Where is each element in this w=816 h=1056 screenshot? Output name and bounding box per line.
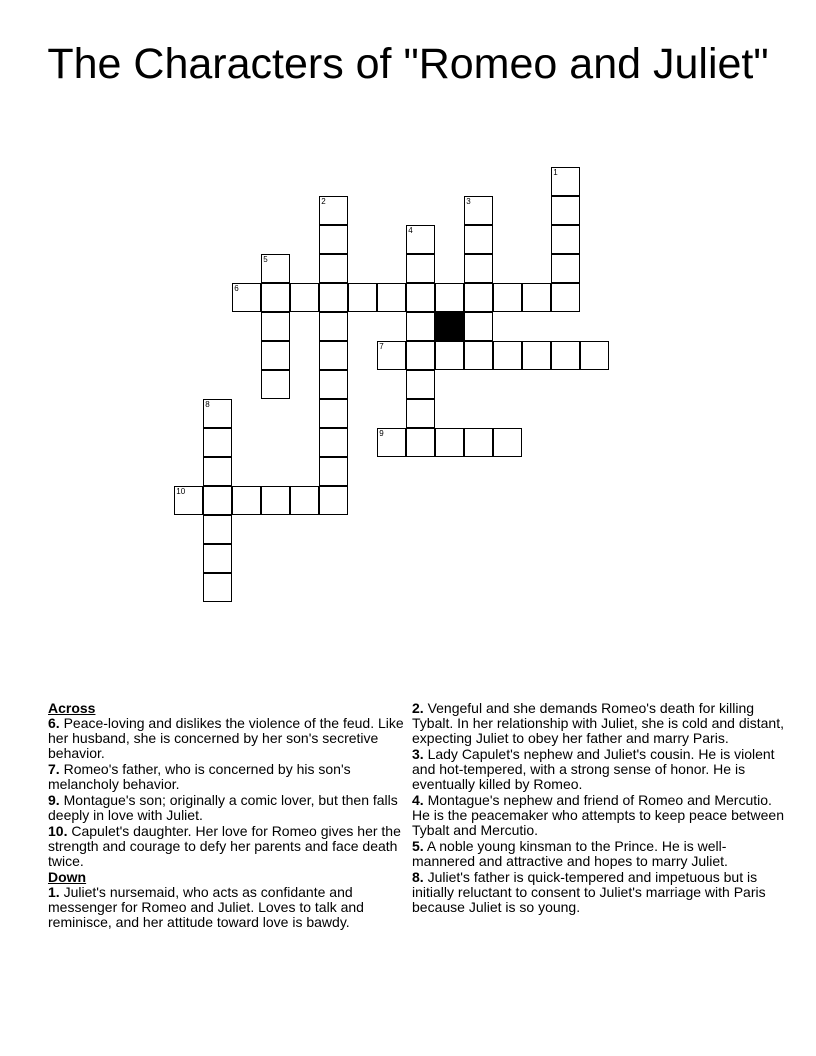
cell-number: 10 xyxy=(176,487,186,497)
cell-number: 4 xyxy=(408,226,413,236)
clue-down-2 xyxy=(412,701,787,746)
black-square xyxy=(435,312,464,341)
cell-number: 9 xyxy=(379,429,384,439)
clue-down-4 xyxy=(412,793,787,838)
grid-cell[interactable] xyxy=(551,341,580,370)
down-heading: Down xyxy=(48,869,87,885)
cell-number: 2 xyxy=(321,197,326,207)
grid-cell[interactable] xyxy=(522,283,551,312)
clue-text: Juliet's nursemaid, who acts as confidante and messenger for Romeo and Juliet. Loves to talk and reminisce, and her attitude toward love is bawdy. xyxy=(48,884,364,930)
clue-number: 4. xyxy=(412,792,424,808)
grid-cell[interactable] xyxy=(580,341,609,370)
clue-down-5 xyxy=(412,839,787,869)
clue-number: 6. xyxy=(48,715,60,731)
grid-cell[interactable] xyxy=(551,167,580,196)
clue-number: 1. xyxy=(48,884,60,900)
clue-across-10 xyxy=(48,824,406,869)
grid-cell[interactable] xyxy=(232,486,261,515)
grid-cell[interactable] xyxy=(493,341,522,370)
clues-left-column xyxy=(48,701,406,931)
grid-cell[interactable] xyxy=(232,283,261,312)
cell-number: 3 xyxy=(466,197,471,207)
clue-text: Montague's nephew and friend of Romeo and Mercutio. He is the peacemaker who attempts to keep peace between Tybalt and Mercutio. xyxy=(412,792,784,838)
clue-down-3 xyxy=(412,747,787,792)
grid-cell[interactable] xyxy=(464,312,493,341)
grid-cell[interactable] xyxy=(319,399,348,428)
grid-cell[interactable] xyxy=(203,573,232,602)
grid-cell[interactable] xyxy=(319,428,348,457)
grid-cell[interactable] xyxy=(261,283,290,312)
grid-cell[interactable] xyxy=(406,225,435,254)
grid-cell[interactable] xyxy=(493,283,522,312)
grid-cell[interactable] xyxy=(464,225,493,254)
clue-number: 10. xyxy=(48,823,68,839)
clue-number: 9. xyxy=(48,792,60,808)
cell-number: 6 xyxy=(234,284,239,294)
grid-cell[interactable] xyxy=(174,486,203,515)
grid-cell[interactable] xyxy=(377,341,406,370)
clues-right-column xyxy=(412,701,787,916)
clue-text: A noble young kinsman to the Prince. He is well-mannered and attractive and hopes to marry Juliet. xyxy=(412,838,728,869)
grid-cell[interactable] xyxy=(551,196,580,225)
grid-cell[interactable] xyxy=(406,341,435,370)
clue-number: 5. xyxy=(412,838,424,854)
cell-number: 5 xyxy=(263,255,268,265)
grid-cell[interactable] xyxy=(464,428,493,457)
grid-cell[interactable] xyxy=(319,196,348,225)
grid-cell[interactable] xyxy=(464,283,493,312)
grid-cell[interactable] xyxy=(319,457,348,486)
clue-text: Juliet's father is quick-tempered and impetuous but is initially reluctant to consent to Juliet's marriage with Paris because Juliet is so young. xyxy=(412,869,766,915)
clue-text: Peace-loving and dislikes the violence of the feud. Like her husband, she is concerned by her son's secretive behavior. xyxy=(48,715,404,761)
cell-number: 1 xyxy=(553,168,558,178)
page-title: The Characters of "Romeo and Juliet" xyxy=(47,40,769,88)
clue-text: Romeo's father, who is concerned by his son's melancholy behavior. xyxy=(48,761,351,792)
grid-cell[interactable] xyxy=(406,370,435,399)
grid-cell[interactable] xyxy=(203,486,232,515)
grid-cell[interactable] xyxy=(319,341,348,370)
grid-cell[interactable] xyxy=(551,283,580,312)
grid-cell[interactable] xyxy=(551,254,580,283)
grid-cell[interactable] xyxy=(406,428,435,457)
grid-cell[interactable] xyxy=(261,486,290,515)
clue-text: Montague's son; originally a comic lover, but then falls deeply in love with Juliet. xyxy=(48,792,398,823)
clue-across-7 xyxy=(48,762,406,792)
grid-cell[interactable] xyxy=(493,428,522,457)
clue-across-6 xyxy=(48,716,406,761)
grid-cell[interactable] xyxy=(319,370,348,399)
grid-cell[interactable] xyxy=(406,312,435,341)
grid-cell[interactable] xyxy=(522,341,551,370)
clue-across-9 xyxy=(48,793,406,823)
grid-cell[interactable] xyxy=(319,312,348,341)
grid-cell[interactable] xyxy=(203,515,232,544)
clue-text: Capulet's daughter. Her love for Romeo gives her the strength and courage to defy her parents and face death twice. xyxy=(48,823,401,869)
grid-cell[interactable] xyxy=(261,312,290,341)
grid-cell[interactable] xyxy=(261,341,290,370)
grid-cell[interactable] xyxy=(435,428,464,457)
grid-cell[interactable] xyxy=(290,486,319,515)
clue-number: 2. xyxy=(412,700,424,716)
grid-cell[interactable] xyxy=(348,283,377,312)
grid-cell[interactable] xyxy=(435,283,464,312)
grid-cell[interactable] xyxy=(319,283,348,312)
grid-cell[interactable] xyxy=(551,225,580,254)
grid-cell[interactable] xyxy=(203,457,232,486)
grid-cell[interactable] xyxy=(203,428,232,457)
grid-cell[interactable] xyxy=(464,196,493,225)
grid-cell[interactable] xyxy=(406,399,435,428)
grid-cell[interactable] xyxy=(261,254,290,283)
cell-number: 8 xyxy=(205,400,210,410)
grid-cell[interactable] xyxy=(464,254,493,283)
clue-down-1 xyxy=(48,885,406,930)
clue-number: 7. xyxy=(48,761,60,777)
grid-cell[interactable] xyxy=(319,254,348,283)
grid-cell[interactable] xyxy=(406,254,435,283)
across-heading: Across xyxy=(48,700,96,716)
grid-cell[interactable] xyxy=(261,370,290,399)
grid-cell[interactable] xyxy=(319,486,348,515)
grid-cell[interactable] xyxy=(377,428,406,457)
grid-cell[interactable] xyxy=(406,283,435,312)
grid-cell[interactable] xyxy=(377,283,406,312)
clue-text: Vengeful and she demands Romeo's death for killing Tybalt. In her relationship with Juliet, she is cold and distant, expecting Juliet to obey her father and marry Paris. xyxy=(412,700,784,746)
grid-cell[interactable] xyxy=(290,283,319,312)
clue-number: 3. xyxy=(412,746,424,762)
clue-text: Lady Capulet's nephew and Juliet's cousin. He is violent and hot-tempered, with a strong sense of honor. He is eventually killed by Romeo. xyxy=(412,746,775,792)
grid-cell[interactable] xyxy=(203,544,232,573)
clue-down-8 xyxy=(412,870,787,915)
cell-number: 7 xyxy=(379,342,384,352)
grid-cell[interactable] xyxy=(435,341,464,370)
grid-cell[interactable] xyxy=(464,341,493,370)
clue-number: 8. xyxy=(412,869,424,885)
grid-cell[interactable] xyxy=(319,225,348,254)
grid-cell[interactable] xyxy=(203,399,232,428)
